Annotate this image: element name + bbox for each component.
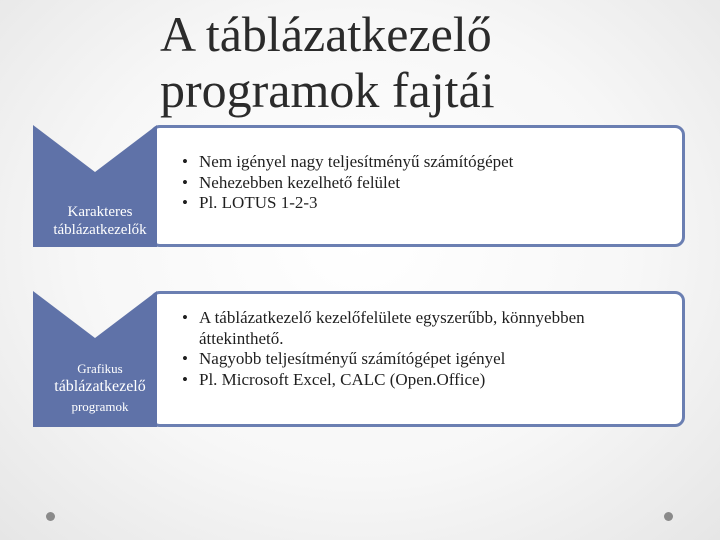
title-line-2: programok fajtái <box>160 62 495 118</box>
title-line-1: A táblázatkezelő <box>160 6 492 62</box>
chevron-label-2-line-3: programok <box>71 399 129 414</box>
list-item: • Nehezebben kezelhető felület <box>182 173 672 194</box>
list-item: • Pl. Microsoft Excel, CALC (Open.Office) <box>182 370 672 391</box>
list-item: • Pl. LOTUS 1-2-3 <box>182 193 672 214</box>
list-item: • A táblázatkezelő kezelőfelülete egyszerűbb, könnyebben áttekinthető. <box>182 308 672 349</box>
bullet-list-2 <box>182 308 672 390</box>
list-item: • Nagyobb teljesítményű számítógépet igényel <box>182 349 672 370</box>
chevron-label-2-line-2: táblázatkezelő <box>54 378 146 395</box>
chevron-label-1: Karakteres táblázatkezelők <box>53 204 147 238</box>
list-item: • Nem igényel nagy teljesítményű számítógépet <box>182 152 672 173</box>
corner-dot-right <box>664 512 673 521</box>
corner-dot-left <box>46 512 55 521</box>
chevron-label-2-line-1: Grafikus <box>77 361 123 376</box>
bullet-list-1 <box>182 152 672 214</box>
